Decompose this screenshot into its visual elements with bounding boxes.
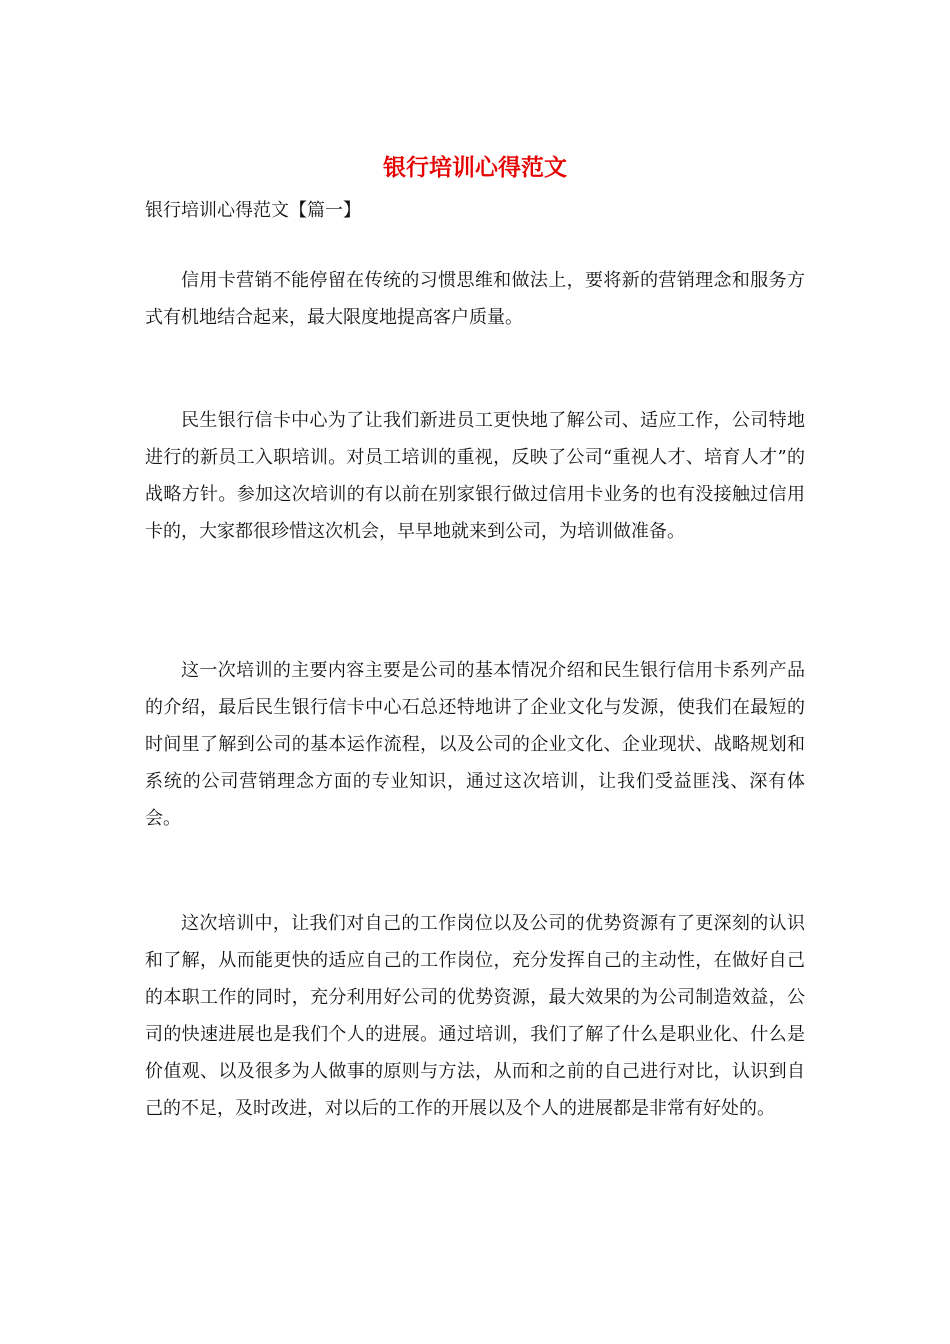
document-title: 银行培训心得范文: [383, 154, 567, 181]
paragraph-4: 这次培训中，让我们对自己的工作岗位以及公司的优势资源有了更深刻的认识和了解，从而能更快的适应自己的工作岗位，充分发挥自己的主动性，在做好自己的本职工作的同时，充分利用好公司的优势资源，最大效果的为公司制造效益，公司的快速进展也是我们个人的进展。通过培训，我们了解了什么是职业化、什么是价值观、以及很多为人做事的原则与方法，从而和之前的自己进行对比，认识到自己的不足，及时改进，对以后的工作的开展以及个人的进展都是非常有好处的。: [145, 913, 805, 1119]
paragraph-1: 信用卡营销不能停留在传统的习惯思维和做法上，要将新的营销理念和服务方式有机地结合起来，最大限度地提高客户质量。: [145, 270, 805, 328]
paragraph-2: 民生银行信卡中心为了让我们新进员工更快地了解公司、适应工作，公司特地进行的新员工入职培训。对员工培训的重视，反映了公司“重视人才、培育人才”的战略方针。参加这次培训的有以前在别家银行做过信用卡业务的也有没接触过信用卡的，大家都很珍惜这次机会，早早地就来到公司，为培训做准备。: [145, 410, 805, 542]
paragraph-3: 这一次培训的主要内容主要是公司的基本情况介绍和民生银行信用卡系列产品的介绍，最后民生银行信卡中心石总还特地讲了企业文化与发源，使我们在最短的时间里了解到公司的基本运作流程，以及公司的企业文化、企业现状、战略规划和系统的公司营销理念方面的专业知识，通过这次培训，让我们受益匪浅、深有体会。: [145, 660, 805, 829]
section-subtitle: 银行培训心得范文【篇一】: [145, 200, 361, 221]
